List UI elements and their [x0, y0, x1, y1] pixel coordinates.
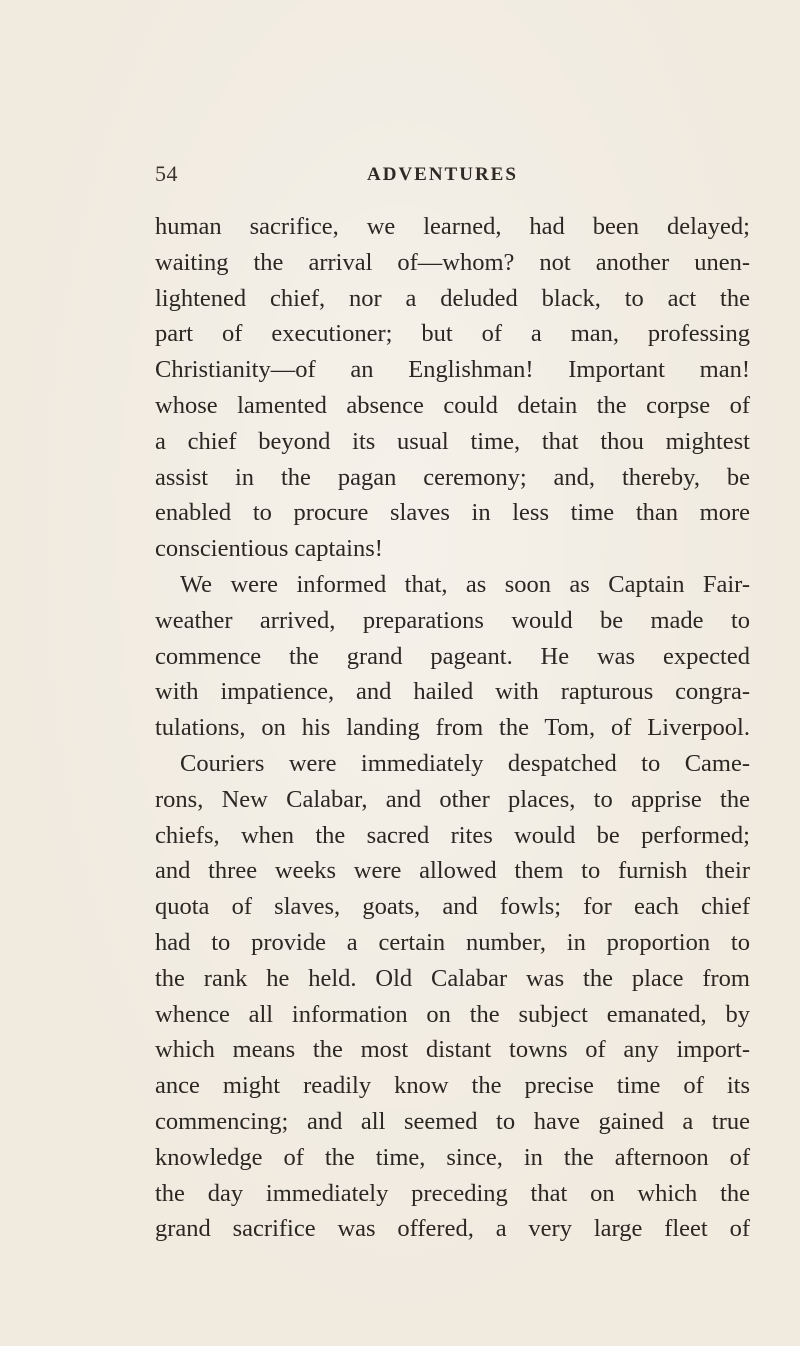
text-line: quota of slaves, goats, and fowls; for each chief: [155, 893, 750, 921]
text-line: whose lamented absence could detain the corpse of: [155, 391, 750, 419]
text-line: chiefs, when the sacred rites would be performed;: [155, 821, 750, 849]
text-line: whence all information on the subject emanated, by: [155, 1000, 750, 1028]
text-line: and three weeks were allowed them to furnish their: [155, 857, 750, 885]
paragraph-start-line: Couriers were immediately despatched to Came-: [180, 749, 750, 777]
text-line: rons, New Calabar, and other places, to apprise the: [155, 785, 750, 813]
text-line: weather arrived, preparations would be made to: [155, 606, 750, 634]
text-line: human sacrifice, we learned, had been delayed;: [155, 213, 750, 240]
text-line: ance might readily know the precise time of its: [155, 1072, 750, 1100]
body-text: [155, 209, 750, 1247]
text-line: Christianity—of an Englishman! Important man!: [155, 356, 750, 384]
text-line: enabled to procure slaves in less time than more: [155, 499, 750, 527]
running-head: ADVENTURES: [367, 164, 518, 185]
text-line: which means the most distant towns of any import-: [155, 1036, 750, 1064]
paragraph-start-line: We were informed that, as soon as Captain Fair-: [180, 570, 750, 598]
text-line: waiting the arrival of—whom? not another unen-: [155, 248, 750, 276]
paragraph-end-line: tulations, on his landing from the Tom, of Liverpool.: [155, 714, 750, 742]
text-line: part of executioner; but of a man, professing: [155, 320, 750, 348]
page-number: 54: [155, 161, 178, 186]
text-line: lightened chief, nor a deluded black, to act the: [155, 284, 750, 312]
text-line: a chief beyond its usual time, that thou mightest: [155, 427, 750, 455]
text-line: the rank he held. Old Calabar was the place from: [155, 964, 750, 992]
text-line: the day immediately preceding that on which the: [155, 1179, 750, 1207]
text-line: with impatience, and hailed with rapturous congra-: [155, 678, 750, 706]
text-line: knowledge of the time, since, in the afternoon of: [155, 1143, 750, 1171]
text-line: assist in the pagan ceremony; and, thereby, be: [155, 463, 750, 491]
page-header: [0, 161, 800, 191]
paragraph-end-line: conscientious captains!: [155, 535, 383, 563]
text-line: commence the grand pageant. He was expected: [155, 642, 750, 670]
text-line: grand sacrifice was offered, a very large fleet of: [155, 1215, 750, 1243]
text-line: had to provide a certain number, in proportion to: [155, 928, 750, 956]
text-line: commencing; and all seemed to have gained a true: [155, 1107, 750, 1135]
